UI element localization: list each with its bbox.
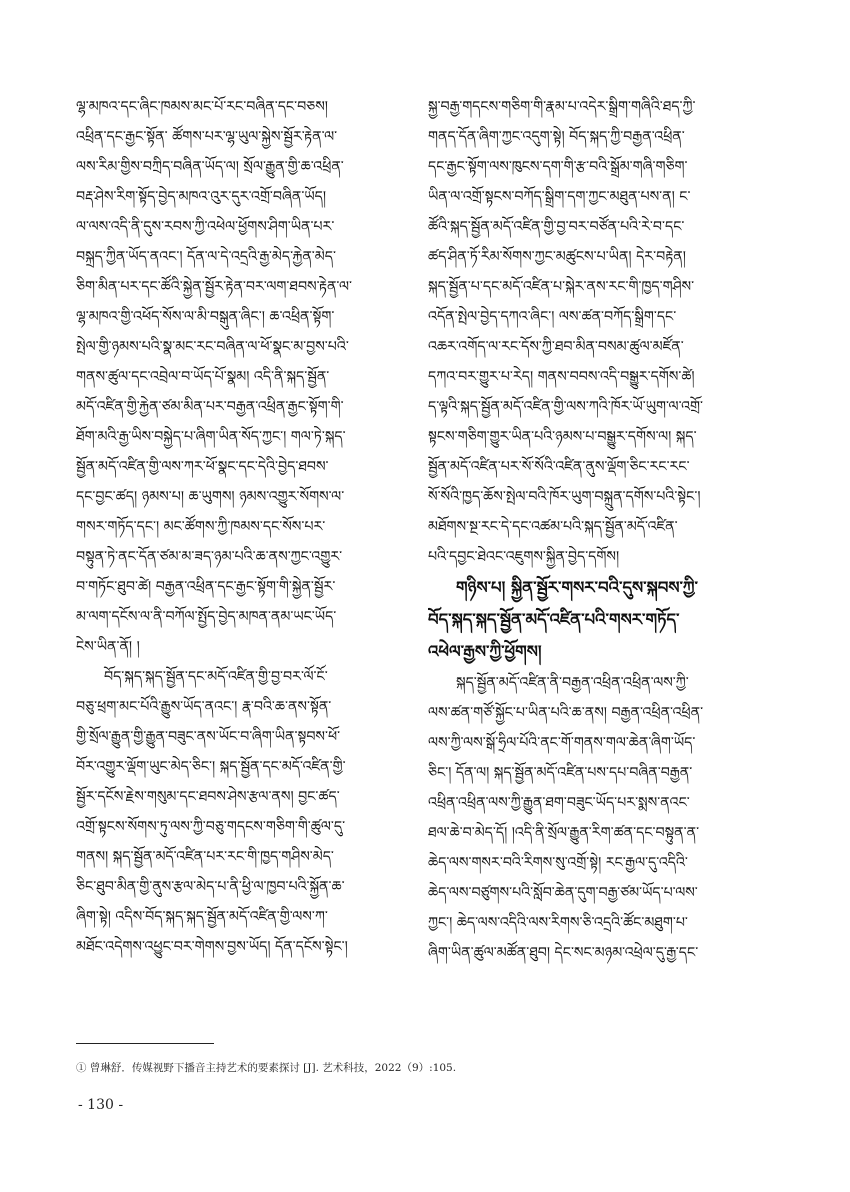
text-line: ཐལ་ཆེ་བ་མེད་དོ། །འདི་ནི་སྲོལ་རྒྱུན་རིག་ཚན་དང་བསྟུན་ན་ (428, 825, 700, 841)
left-column (76, 92, 426, 962)
text-line: སྦྱོན་མདོ་འཛིན་པར་སོ་སོའི་འཛིན་ནུས་ལྡོག་ཅིང་རང་རང་ (428, 459, 690, 475)
text-line: མདོ་འཛིན་གྱི་རྐྱེན་ཙམ་མིན་པར་བརྒྱན་འཕྲིན་རྒྱང་སྟོག་གི་ (76, 399, 344, 415)
text-line: མ་ལག་དངོས་ལ་ནི་བཀོལ་སྤྱོད་བྱེད་མཁན་ནམ་ཡང་ཡོད་ (76, 609, 337, 625)
text-line: ད་ལྟའི་སྐད་སྦྱོན་མདོ་འཛིན་གྱི་ལས་ཀའི་ཁོར་ཡོ་ཡུག་ལ་འགྲོ་ (428, 399, 704, 415)
section-heading: བོད་སྐད་སྐད་སྦྱོན་མདོ་འཛིན་པའི་གསར་གཏོད་ (428, 610, 680, 629)
text-line: འཆར་འགོད་ལ་རང་དོས་ཀྱི་ཐབ་མིན་བསམ་ཚུལ་མཛོན་ (428, 339, 684, 355)
text-line: བོད་སྐད་སྐད་སྦྱོན་དང་མདོ་འཛིན་གྱི་བྱ་བར་ལོ་ངོ་ (104, 669, 328, 685)
text-line: གནས་ཚུལ་དང་འབྲེལ་བ་ཡོད་པོ་སྣམ། འདི་ནི་སྐད་སྦྱོན་ (76, 369, 330, 385)
text-line: བསྟུན་ཏེ་ནང་དོན་ཙམ་མ་ཟད་ཉམ་པའི་ཆ་ནས་ཀྱང་འགྱུར་ (76, 549, 343, 565)
footnote-divider (76, 1043, 214, 1044)
text-line: གནས། སྐད་སྦྱོན་མདོ་འཛིན་པར་རང་གི་ཁྱད་གཤིས་མེད་ (76, 849, 334, 865)
text-line: ཅིག་མིན་པར་དང་ཚོའི་སྐྱེན་སྦྱོར་རྟེན་བར་ལག་ཐབས་རྟེན་ལ་ (76, 279, 352, 295)
page-number: - 130 - (78, 1097, 124, 1113)
text-line: སྐད་སྦྱོན་པ་དང་མདོ་འཛིན་པ་སྐེར་ནས་རང་གི་ཁྱད་གཤིས་ (428, 279, 695, 295)
text-line: གསར་གཏོད་དང་། མང་ཚོགས་ཀྱི་ཁམས་དང་སོས་པར་ (76, 519, 326, 535)
text-line: ལ་ལས་འདི་ནི་དུས་རབས་ཀྱི་འཕེལ་ཕྱོགས་ཤིག་ཡིན་པར་ (76, 219, 335, 235)
text-line: ལས་ཚན་གཙོ་སྐྱོང་པ་ཡིན་པའི་ཆ་ནས། བརྒྱན་འཕྲིན་འཕྲིན་ (428, 705, 704, 721)
text-line: ལྷ་མཁའ་གྱི་འཕོད་སོས་ལ་མི་བསྒུན་ཞིང་། ཆ་འཕྲིན་སྟོག་ (76, 309, 335, 325)
text-line: ཀྱང་། ཆེད་ལས་འདིའི་ལས་རིགས་ཅི་འདྲའི་ཚོང་མཐུག་པ་ (428, 915, 688, 931)
text-line: ཚད་ཤིན་ཏོ་རིམ་སོགས་ཀྱང་མཚུངས་པ་ཡིན། དེར་བརྟེན། (428, 249, 686, 265)
footnote: ① 曾琳舒．传媒视野下播音主持艺术的要素探讨 [J]. 艺术科技，2022（9）:105. (76, 1062, 457, 1074)
text-line: བཅུ་ཕྲག་མང་པོའི་རྒྱུས་ཡོད་ནའང་། རྣ་བའི་ཆ་ནས་སྟོན་ (76, 699, 332, 715)
text-line: མཐོང་འདེགས་འཕྱུང་བར་གེགས་བྱས་ཡོད། དོན་དངོས་སྟེང་། (76, 939, 348, 955)
text-line: སྐད་སྦྱོན་མདོ་འཛིན་ནི་བརྒྱན་འཕྲིན་འཕྲིན་ལས་ཀྱི་ (456, 675, 689, 691)
text-line: ལས་ཀྱི་ལས་སྒོ་ཧྲིལ་པོའི་ནང་གོ་གནས་གལ་ཆེན་ཞིག་ཡོད་ (428, 735, 696, 751)
text-line: འཕྲིན་དང་རྒྱང་སྟོན་ ཚོགས་པར་ལྷ་ཡུལ་སྐྱེས་སྦྱོར་རྟེན་ལ་ (76, 129, 338, 145)
text-line: བརྡ་ཤེས་རིག་སྟོད་བྱེད་མཁའ་འུར་དུར་འགྲོ་བཞིན་ཡོད། (76, 189, 327, 205)
text-line: ཞིག་སྟེ། འདིས་བོད་སྐད་སྐད་སྦྱོན་མདོ་འཛིན་གྱི་ལས་ཀ་ (76, 909, 328, 925)
right-column (428, 92, 778, 968)
text-line: ཐོག་མའི་རྒྱ་ཡིས་བསྐྱེད་པ་ཞིག་ཡིན་སོད་ཀྱང་། གལ་ཏེ་སྐད་ (76, 429, 346, 445)
text-line: ཅིང་། དོན་ལ། སྐད་སྦྱོན་མདོ་འཛིན་པས་དཔ་བཞིན་བརྒྱན་ (428, 765, 693, 781)
section-heading: གཉིས་པ། སྐྱིན་སྦྱོར་གསར་བའི་དུས་སྐབས་ཀྱི་ (456, 578, 699, 597)
text-line: འཕྲིན་འཕྲིན་ལས་ཀྱི་རྒྱུན་ཐག་བཟུང་ཡོད་པར་སྨས་ནའང་ (428, 795, 690, 811)
text-line: སྐྱ་བརྒྱ་གདངས་གཅིག་གི་རྣམ་པ་འདེར་སྒྲིག་གཞིའི་ཐད་ཀྱི་ (428, 99, 696, 115)
text-line: དང་རྒྱང་སྟོག་ལས་ཁུངས་དག་གི་རྩ་བའི་སྒྲོམ་གཞི་གཅིག་ (428, 159, 688, 175)
text-line: དང་བྱང་ཚད། ཉམས་པ། ཆ་ཡུགས། ཉམས་འགྱུར་སོགས་ལ་ (76, 489, 345, 505)
text-line: སྦྱོར་དངོས་རྗེས་གསུམ་དང་ཐབས་ཤེས་རྩལ་ནས། བྱང་ཚད་ (76, 789, 340, 805)
text-line: དཀའ་བར་གྱུར་པ་རེད། གནས་བབས་འདི་བསྒྱུར་དགོས་ཚེ། (428, 369, 695, 385)
text-line: མཐོགས་སྔ་རང་དེ་དང་འཚམ་པའི་སྐད་སྦྱོན་མདོ་འཛིན་ (428, 519, 678, 535)
text-line: བསྐྲད་ཀྱིན་ཡོད་ནའང་། དོན་ལ་དེ་འདྲའི་རྒྱ་མེད་རྐྱེན་མེད་ (76, 249, 336, 265)
text-line: འདོན་སྤེལ་བྱེད་དཀའ་ཞིང་། ལས་ཚན་བཀོད་སྒྲིག་དང་ (428, 309, 677, 325)
text-line: སྟངས་གཅིག་གྱུར་ཡིན་པའི་ཉམས་པ་བསྒྱུར་དགོས་ལ། སྐད་ (428, 429, 697, 445)
text-line: སོ་སོའི་ཁྱད་ཆོས་སྤེལ་བའི་ཁོར་ཡུག་བསྐྲུན་དགོས་པའི་སྟེང་། (428, 489, 701, 505)
text-line: སྤེལ་གྱི་ཉམས་པའི་སྣ་མང་རང་བཞིན་ལ་ཕོ་སྣང་མ་བྱས་པའི་ (76, 339, 349, 355)
text-line: གནད་དོན་ཞིག་ཀྱང་འདུག་སྟེ། བོད་སྐད་ཀྱི་བརྒྱན་འཕྲིན་ (428, 129, 685, 145)
text-line: ཆེད་ལས་གསར་བའི་རིགས་སུ་འགྲོ་སྟེ། རང་རྒྱལ་དུ་འདིའི་ (428, 855, 688, 871)
section-heading: འཕེལ་རྒྱས་ཀྱི་ཕྱོགས། (428, 642, 542, 661)
text-line: བ་གཏོང་ཐུབ་ཚེ། བརྒྱན་འཕྲིན་དང་རྒྱང་སྟོག་གི་སྐྱེན་སྦྱོར་ (76, 579, 336, 595)
text-line: ལྷ་མཁའ་དང་ཞིང་ཁམས་མང་པོ་རང་བཞིན་དང་བཅས། (76, 99, 328, 115)
text-line: ཅིང་ཐུབ་མིན་གྱི་ནུས་རྩལ་མེད་པ་ནི་ཕྱི་ལ་ཁྱབ་པའི་སྐྱོན་ཆ་ (76, 879, 345, 895)
text-line: སྦྱོན་མདོ་འཛིན་གྱི་ལས་ཀར་ཕོ་སྣང་དང་དེའི་བྱེད་ཐབས་ (76, 459, 329, 475)
text-line: པའི་དབྱང་ཐེའང་འཇུགས་སྐྱིན་བྱེད་དགོས། (428, 549, 620, 565)
text-line: ཞིག་ཡིན་ཚུལ་མཚོན་ཐུབ། དེང་སང་མཉམ་འཕྲེལ་དུ་རྒྱ་དང་ (428, 945, 699, 961)
text-line: ཆེད་ལས་བཙུགས་པའི་སློབ་ཆེན་དུག་བརྒྱ་ཙམ་ཡོད་པ་ལས་ (428, 885, 698, 901)
text-line: ཚོའི་སྐད་སྦྱོན་མདོ་འཛིན་གྱི་བྱ་བར་བཙོན་པའི་རེ་བ་དང་ (428, 219, 685, 235)
text-line: འགྲོ་སྟངས་སོགས་ཏུ་ལས་ཀྱི་བཅུ་གདངས་གཅིག་གི་ཚུལ་དུ་ (76, 819, 346, 835)
text-line: བོར་འགྱུར་ལྡོག་ཡུང་མེད་ཅིང་། སྐད་སྦྱོན་དང་མདོ་འཛིན་གྱི་ (76, 759, 346, 775)
text-line: ལས་རིམ་གྱིས་བཀྲིད་བཞིན་ཡོད་ལ། སྲོལ་རྒྱུན་གྱི་ཆ་འཕྲིན་ (76, 159, 344, 175)
text-line: ངེས་ཡིན་ནོ། ། (76, 639, 140, 655)
text-line: གྱི་སྲོལ་རྒྱུན་གྱི་རྒྱུན་བཟུང་ནས་ཡོང་བ་ཞིག་ཡིན་སྟབས་ཕོ་ (76, 729, 341, 745)
text-line: ཡིན་ལ་འགྲོ་སྟངས་བཀོད་སྒྲིག་དག་ཀྱང་མཐུན་པས་ན། ང་ (428, 189, 691, 205)
